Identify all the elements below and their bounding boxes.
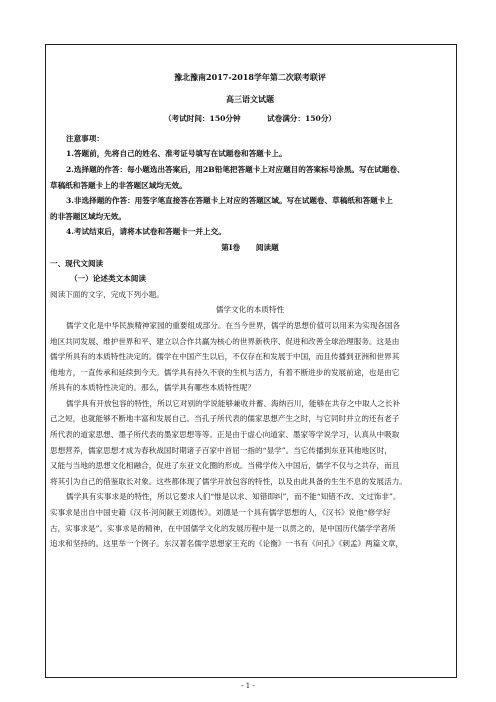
article-title: 儒学文化的本质特性 (215, 305, 285, 315)
notice-item-1: 1.答题前，先将自己的姓名、准考证号填写在试题卷和答题卡上。 (66, 149, 287, 159)
exam-subtitle: 高三语文试题 (226, 93, 274, 104)
article-line: 儒学具有实事求是的特性，所以它要求人们“惟是以求、知错即纠”，而不能“知错不改、文过饰非”。 (66, 492, 401, 502)
article-line: 将其引为自己的借鉴取长对象。这些都体现了儒学开放包容的特性，以及由此具备的生生不息的发展活力。 (50, 476, 407, 486)
notice-heading: 注意事项： (66, 133, 104, 143)
exam-page (50, 70, 450, 552)
volume-heading: 第Ⅰ卷 阅读题 (221, 242, 279, 252)
article-line: 地区共同发展、维护世界和平、建立以合作共赢为核心的世界新秩序、促进和改善全球治理服务。这是由 (50, 336, 400, 346)
section-heading: 一、现代文阅读 (50, 258, 104, 268)
notice-item-3-cont: 的非答题区域均无效。 (50, 211, 126, 221)
article-line: 所具有的本质特性决定的。那么，儒学具有哪些本质特性呢？ (50, 383, 256, 393)
article-line: 又能与当地的思想文化相融合，促进了东亚文化圈的形成。当佛学传入中国后，儒学不仅与之共存，而且 (50, 461, 400, 471)
notice-item-4: 4.考试结束后，请将本试卷和答题卡一并上交。 (66, 227, 226, 237)
article-body (50, 318, 450, 552)
article-line: 古，实事求是”。实事求是的精神，在中国儒学文化的发展历程中是一以贯之的，是中国历代儒学学者所 (50, 523, 396, 533)
page-number: - 1 - (241, 682, 255, 690)
article-line: 己之短，也就能够不断地丰富和发展自己。当孔子所代表的儒家思想产生之时，与它同时并立的还有老子 (50, 414, 400, 424)
subsection-heading: （一）论述类文本阅读 (70, 274, 146, 284)
notice-item-2: 2.选择题的作答：每小题选出答案后，用2B铅笔把答题卡上对应题目的答案标号涂黑。写在试题卷、 (66, 164, 405, 174)
article-line: 实事求是出自中国史籍《汉书·河间献王刘德传》。刘德是一个具有儒学思想的人，《汉书》说他“修学好 (50, 508, 391, 518)
article-line: 追求和坚持的。这里举一个例子。东汉著名儒学思想家王充的《论衡》一书有《问孔》《刺孟》两篇文章， (50, 539, 404, 549)
instruction-text: 阅读下面的文字，完成下列小题。 (50, 289, 164, 299)
article-line: 儒学文化是中华民族精神家园的重要组成部分。在当今世界，儒学的思想价值可以用来为实现各国各 (66, 320, 401, 330)
notice-item-3: 3.非选择题的作答：用签字笔直接答在答题卡上对应的答题区域。写在试题卷、草稿纸和答题卡上 (66, 196, 393, 206)
exam-info: （考试时间：150分钟 试卷满分：150分） (163, 114, 337, 124)
article-line: 他地方，一直传承和延续到今天。儒学具有持久不衰的生机与活力，有着不断进步的发展前途，也是由它 (50, 367, 400, 377)
article-line: 所代表的道家思想、墨子所代表的墨家思想等等。正是由于虚心向道家、墨家等学说学习，认真从中吸取 (50, 430, 400, 440)
exam-title: 豫北豫南2017-2018学年第二次联考联评 (174, 72, 326, 82)
article-line: 思想营养，儒家思想才成为春秋战国时期诸子百家中首屈一指的“显学”。当它传播到东亚其他地区时， (50, 445, 392, 455)
article-line: 儒学具有开放包容的特性，所以它对别的学说能够兼收并蓄、海纳百川，能够在共存之中取人之长补 (66, 398, 401, 408)
article-line: 儒学所具有的本质特性决定的。儒学在中国产生以后，不仅存在和发展于中国，而且传播到亚洲和世界其 (50, 352, 400, 362)
notice-item-2-cont: 草稿纸和答题卡上的非答题区域均无效。 (50, 180, 187, 190)
